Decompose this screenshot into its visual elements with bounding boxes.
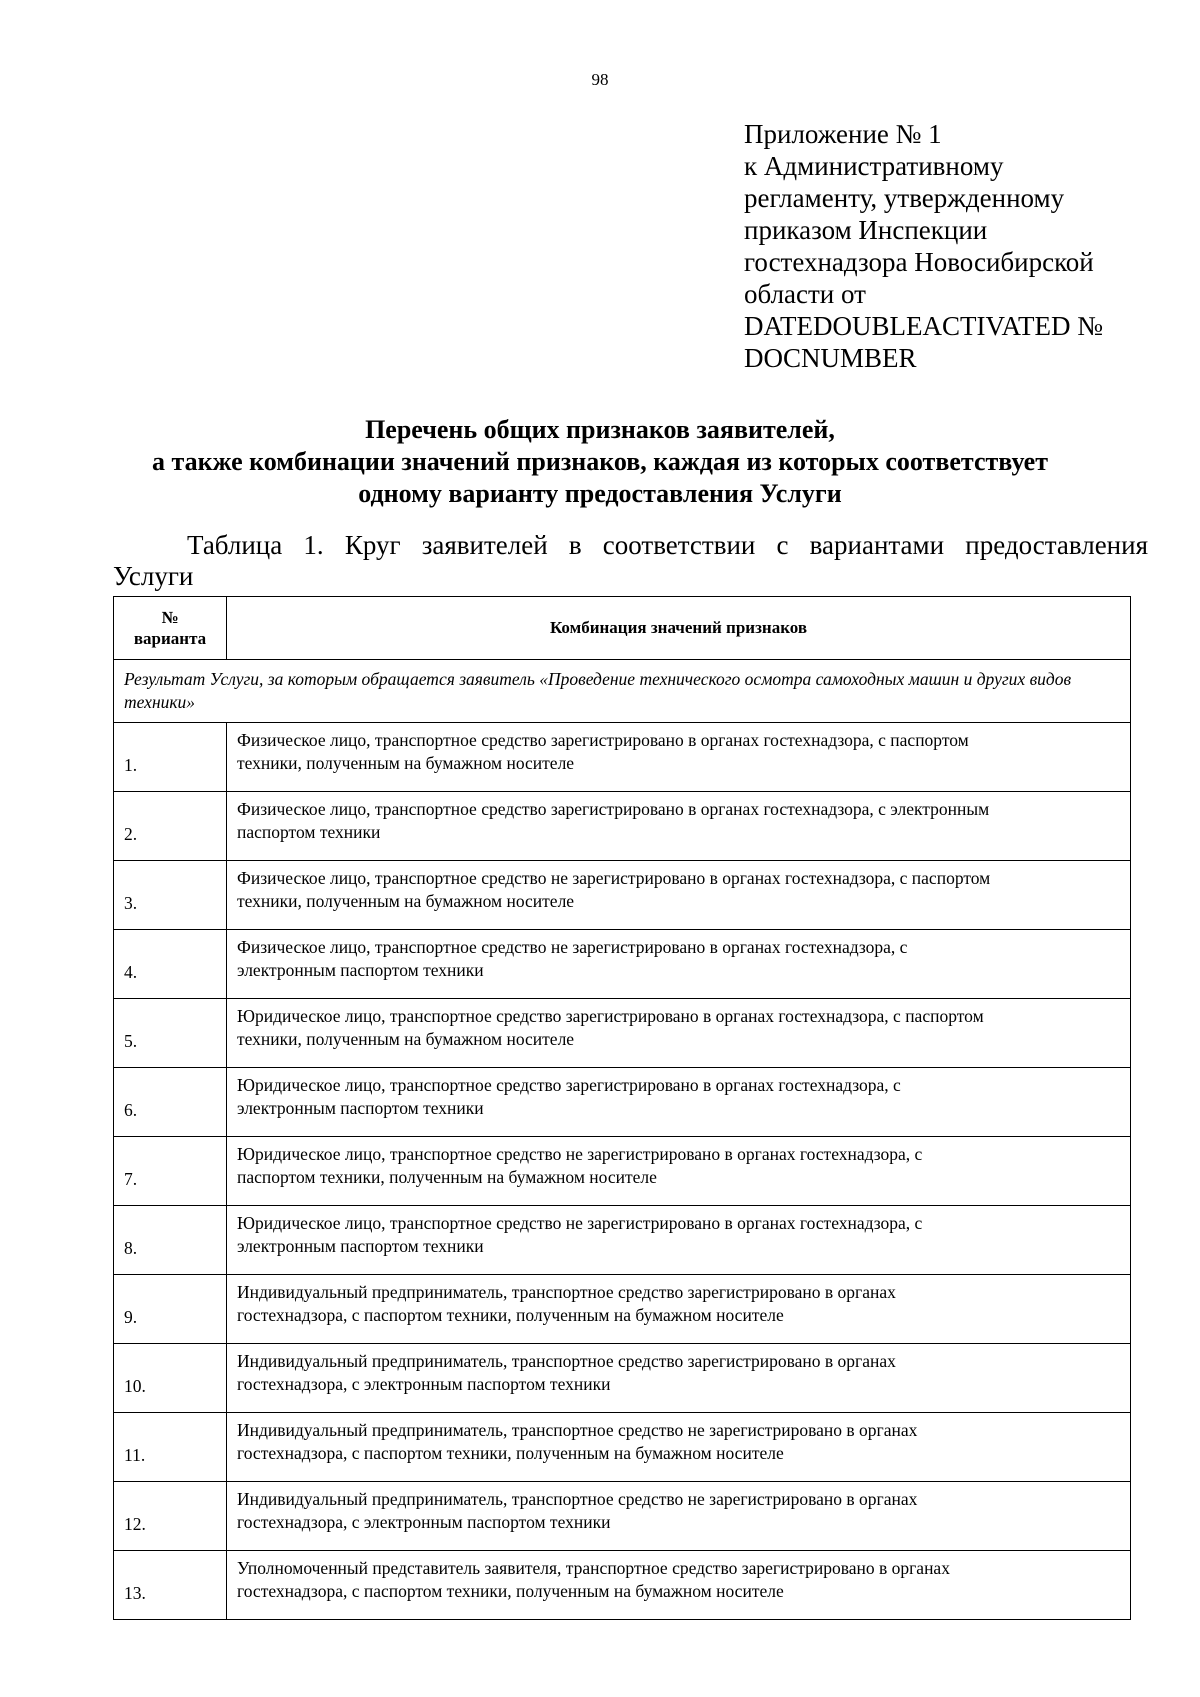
caption-line: Таблица 1. Круг заявителей в соответствии с вариантами предоставления [187,530,1148,560]
variant-number: 7. [114,1137,227,1206]
table-row [114,1413,1131,1482]
header-number: № варианта [114,597,227,660]
description-line: техники, полученным на бумажном носителе [237,753,575,773]
table-row [114,1482,1131,1551]
variants-table [113,596,1131,1620]
description-line: паспортом техники, полученным на бумажном носителе [237,1167,657,1187]
section-row [114,660,1131,723]
caption-line: Услуги [113,561,194,591]
variant-number: 10. [114,1344,227,1413]
table-header-row [114,597,1131,660]
description-line: Физическое лицо, транспортное средство не зарегистрировано в органах гостехнадзора, с паспортом [237,868,991,888]
appendix-line: области от [744,279,866,309]
variant-description [227,1206,1131,1275]
description-line: Индивидуальный предприниматель, транспортное средство зарегистрировано в органах [237,1282,896,1302]
variant-number: 6. [114,1068,227,1137]
description-line: Юридическое лицо, транспортное средство не зарегистрировано в органах гостехнадзора, с [237,1144,923,1164]
table-row [114,1344,1131,1413]
description-line: Индивидуальный предприниматель, транспортное средство не зарегистрировано в органах [237,1489,918,1509]
description-line: Индивидуальный предприниматель, транспортное средство зарегистрировано в органах [237,1351,896,1371]
appendix-line: к Административному [744,151,1004,181]
section-label: Результат Услуги, за которым обращается заявитель «Проведение технического осмотра самоходных машин и других видов техники» [114,660,1131,723]
description-line: гостехнадзора, с паспортом техники, полученным на бумажном носителе [237,1305,784,1325]
table-row [114,999,1131,1068]
table-caption [113,530,1148,592]
variant-description [227,1068,1131,1137]
description-line: Юридическое лицо, транспортное средство не зарегистрировано в органах гостехнадзора, с [237,1213,923,1233]
variant-description [227,999,1131,1068]
variant-description [227,861,1131,930]
appendix-line: Приложение № 1 [744,119,942,149]
title-line: Перечень общих признаков заявителей, [365,415,835,444]
page-number: 98 [591,70,609,89]
variant-number: 3. [114,861,227,930]
description-line: паспортом техники [237,822,381,842]
table-row [114,1137,1131,1206]
description-line: Индивидуальный предприниматель, транспортное средство не зарегистрировано в органах [237,1420,918,1440]
description-line: Уполномоченный представитель заявителя, транспортное средство зарегистрировано в органах [237,1558,950,1578]
variant-number: 4. [114,930,227,999]
appendix-line: регламенту, утвержденному [744,183,1065,213]
variant-description [227,1275,1131,1344]
description-line: Юридическое лицо, транспортное средство зарегистрировано в органах гостехнадзора, с [237,1075,901,1095]
variant-description [227,792,1131,861]
description-line: техники, полученным на бумажном носителе [237,1029,575,1049]
description-line: Физическое лицо, транспортное средство зарегистрировано в органах гостехнадзора, с электронным [237,799,990,819]
description-line: гостехнадзора, с электронным паспортом техники [237,1374,611,1394]
variant-number: 1. [114,723,227,792]
description-line: электронным паспортом техники [237,1236,484,1256]
variant-description [227,723,1131,792]
table-row [114,792,1131,861]
appendix-line: DOCNUMBER [744,343,917,373]
table-row [114,930,1131,999]
variant-number: 13. [114,1551,227,1620]
variant-description [227,1482,1131,1551]
variant-number: 8. [114,1206,227,1275]
table-row [114,1551,1131,1620]
variant-number: 5. [114,999,227,1068]
variant-description [227,1551,1131,1620]
title-line: одному варианту предоставления Услуги [358,479,842,508]
description-line: гостехнадзора, с паспортом техники, полученным на бумажном носителе [237,1581,784,1601]
variant-description [227,930,1131,999]
variant-description [227,1413,1131,1482]
header-combination: Комбинация значений признаков [227,597,1131,660]
description-line: гостехнадзора, с паспортом техники, полученным на бумажном носителе [237,1443,784,1463]
table-row [114,861,1131,930]
table-row [114,1068,1131,1137]
appendix-line: приказом Инспекции [744,215,988,245]
description-line: Физическое лицо, транспортное средство зарегистрировано в органах гостехнадзора, с паспортом [237,730,969,750]
table-row [114,1275,1131,1344]
appendix-line: гостехнадзора Новосибирской [744,247,1094,277]
description-line: электронным паспортом техники [237,1098,484,1118]
table-row [114,723,1131,792]
description-line: Юридическое лицо, транспортное средство зарегистрировано в органах гостехнадзора, с паспортом [237,1006,984,1026]
appendix-block [744,118,1164,374]
variant-description [227,1137,1131,1206]
variant-number: 9. [114,1275,227,1344]
variant-number: 2. [114,792,227,861]
variant-description [227,1344,1131,1413]
variant-number: 12. [114,1482,227,1551]
variant-number: 11. [114,1413,227,1482]
document-title [0,414,1200,510]
description-line: гостехнадзора, с электронным паспортом техники [237,1512,611,1532]
description-line: техники, полученным на бумажном носителе [237,891,575,911]
description-line: Физическое лицо, транспортное средство не зарегистрировано в органах гостехнадзора, с [237,937,908,957]
appendix-line: DATEDOUBLEACTIVATED № [744,311,1103,341]
title-line: а также комбинации значений признаков, каждая из которых соответствует [152,447,1048,476]
description-line: электронным паспортом техники [237,960,484,980]
table-row [114,1206,1131,1275]
